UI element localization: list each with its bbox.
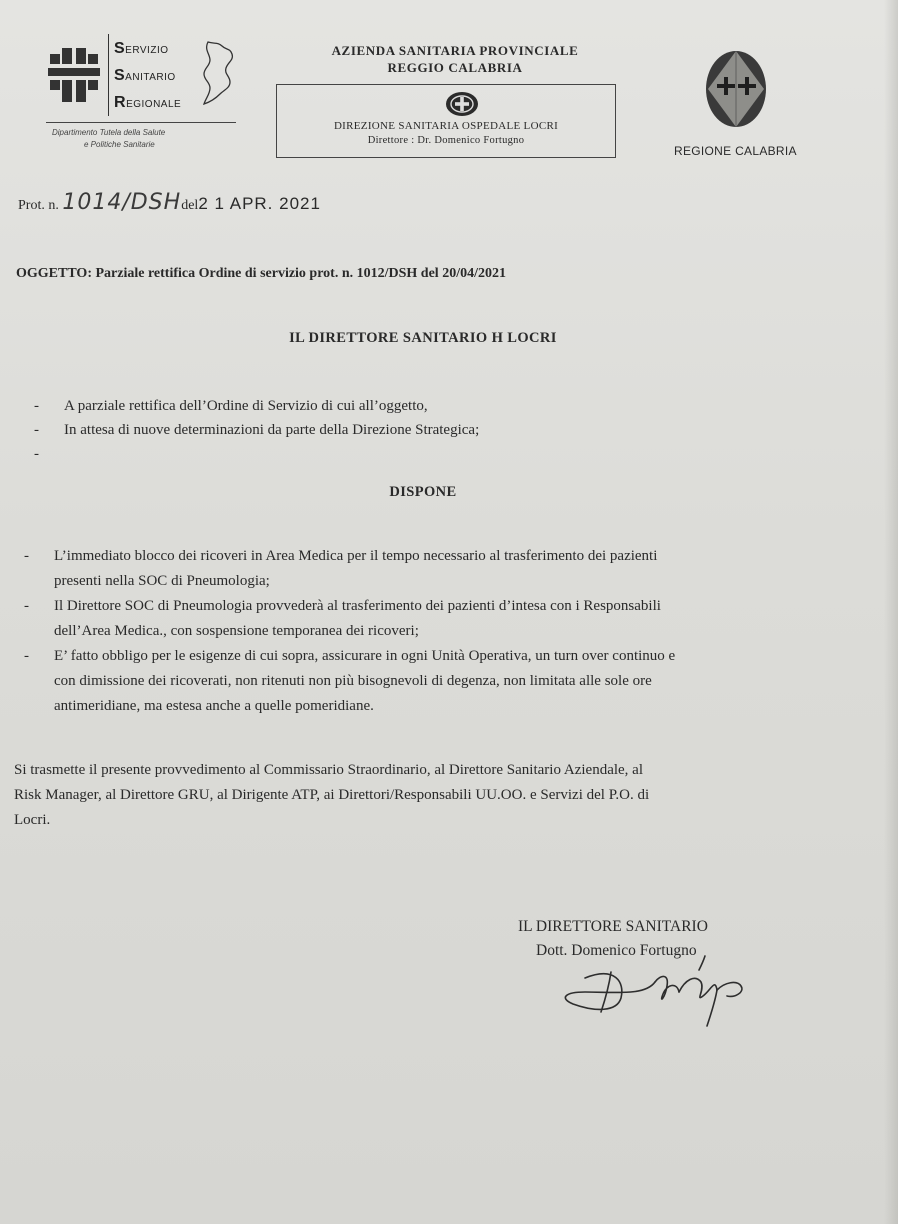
ssr-logo-icon [46,46,102,106]
ssr-wordmark [114,36,181,117]
dso-emblem-icon [444,90,480,118]
signature-title: IL DIRETTORE SANITARIO [518,918,708,935]
list-dash: - [24,548,29,564]
list-dash: - [24,648,29,664]
asp-title: AZIENDA SANITARIA PROVINCIALE REGGIO CALABRIA [331,43,579,75]
protocol-row [18,190,321,215]
list-item: - A parziale rettifica dell’Ordine di Servizio di cui all’oggetto, [34,394,834,418]
ssr-logo-divider [108,34,109,116]
list-dash: - [34,398,39,414]
dso-director: Direttore : Dr. Domenico Fortugno [367,135,525,146]
page-edge-shadow [884,0,898,1224]
ssr-rule [46,122,236,123]
department-line-1: Dipartimento Tutela della Salute [52,128,166,137]
list-dash: - [34,446,39,462]
list-item: - In attesa di nuove determinazioni da parte della Direzione Strategica; [34,418,834,442]
region-label: REGIONE CALABRIA [674,144,797,158]
list-dash: - [34,422,39,438]
protocol-date-stamp: 2 1 APR. 2021 [198,194,321,213]
director-heading: IL DIRETTORE SANITARIO H LOCRI [289,330,557,346]
department-line-2: e Politiche Sanitarie [84,140,155,149]
subject-line: OGGETTO: Parziale rettifica Ordine di servizio prot. n. 1012/DSH del 20/04/2021 [16,266,506,281]
orders-list [24,544,854,720]
protocol-del: del [181,198,199,213]
ssr-word-sanitario: SANITARIO [114,67,176,84]
transmission-paragraph: Si trasmette il presente provvedimento al Commissario Straordinario, al Direttore Sanitario Aziendale, al Risk Manager, al Direttore GRU, al Dirigente ATP, ai Direttori/Responsabili UU.OO. e Servizi del P.O. di Locri. [14,762,650,828]
premises-list [34,394,834,466]
protocol-number-handwritten: 1014/DSH [62,190,182,215]
handwritten-signature-icon [555,952,785,1032]
ssr-word-servizio: SERVIZIO [114,40,169,57]
list-item: - Il Direttore SOC di Pneumologia provvederà al trasferimento dei pazienti d’intesa con i Responsabili dell’Area Medica., con sospensione temporanea dei ricoveri; [24,594,854,644]
list-item: - E’ fatto obbligo per le esigenze di cui sopra, assicurare in ogni Unità Operativa, un turn over continuo e con dimissione dei ricoverati, non ritenuti non più bisognevoli di degenza, non limitata alle sole ore antimeridiane, ma estesa anche a quelle pomeridiane. [24,644,854,720]
protocol-label: Prot. n. [18,198,59,213]
ssr-word-regionale: REGIONALE [114,94,182,111]
list-item: - L’immediato blocco dei ricoveri in Area Medica per il tempo necessario al trasferimento dei pazienti presenti nella SOC di Pneumologia; [24,544,854,594]
list-dash: - [24,598,29,614]
dispone-heading: DISPONE [389,484,457,500]
calabria-map-icon [196,40,238,106]
regione-calabria-emblem-icon [702,48,770,130]
list-item [34,442,834,466]
dso-title: DIREZIONE SANITARIA OSPEDALE LOCRI [333,120,559,132]
signature-name: Dott. Domenico Fortugno [536,942,697,959]
